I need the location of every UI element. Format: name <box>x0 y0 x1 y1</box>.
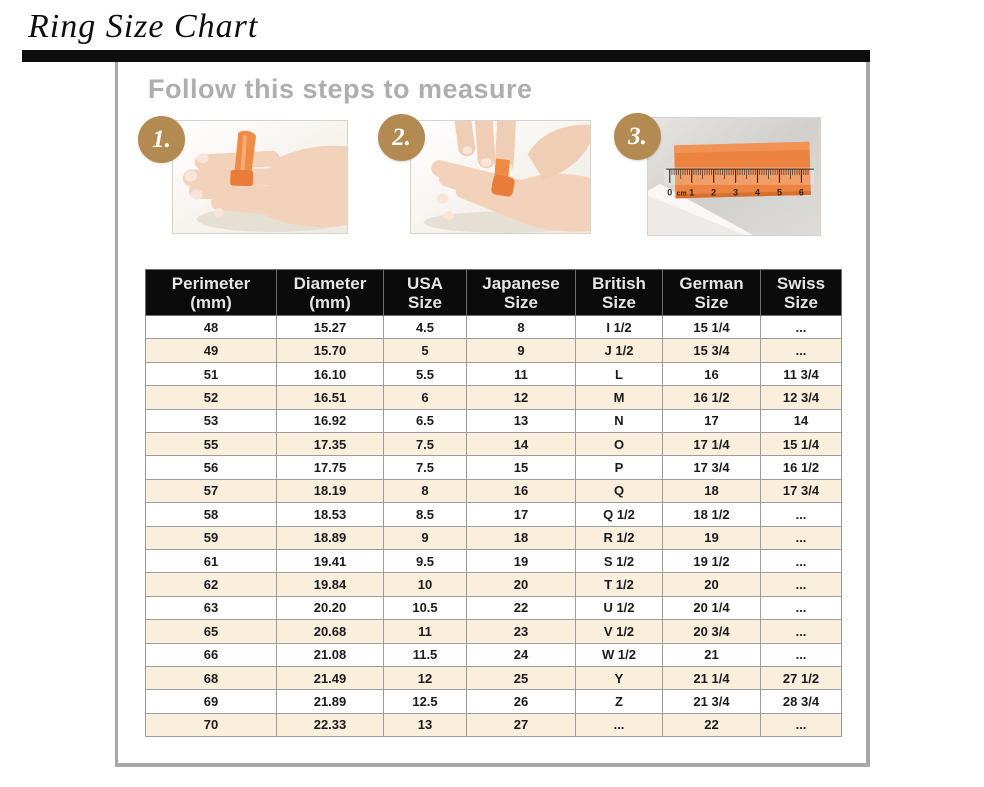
column-header-4: British Size <box>576 270 663 316</box>
table-cell: Q 1/2 <box>576 503 663 526</box>
table-cell: 5.5 <box>384 362 467 385</box>
table-cell: 21 3/4 <box>663 690 761 713</box>
table-cell: 19 <box>467 549 576 572</box>
table-cell: 8 <box>384 479 467 502</box>
table-cell: ... <box>761 643 842 666</box>
table-cell: 17 <box>467 503 576 526</box>
ruler-label-6: 6 <box>798 187 804 198</box>
table-cell: 26 <box>467 690 576 713</box>
table-cell: 65 <box>146 620 277 643</box>
table-cell: ... <box>761 573 842 596</box>
table-cell: 19.41 <box>277 549 384 572</box>
table-cell: 52 <box>146 386 277 409</box>
table-cell: Q <box>576 479 663 502</box>
table-cell: 18.53 <box>277 503 384 526</box>
ruler-measure-illustration <box>648 118 820 235</box>
table-cell: 18 <box>467 526 576 549</box>
table-cell: 15 1/4 <box>761 433 842 456</box>
table-row <box>146 456 842 479</box>
table-cell: ... <box>761 339 842 362</box>
table-cell: 25 <box>467 666 576 689</box>
table-row <box>146 549 842 572</box>
table-cell: I 1/2 <box>576 316 663 339</box>
table-cell: V 1/2 <box>576 620 663 643</box>
table-cell: 12 <box>467 386 576 409</box>
column-header-2: USA Size <box>384 270 467 316</box>
table-cell: 17 3/4 <box>761 479 842 502</box>
table-cell: 53 <box>146 409 277 432</box>
table-cell: 15 <box>467 456 576 479</box>
table-cell: P <box>576 456 663 479</box>
hand-wrap-illustration <box>173 121 347 233</box>
table-cell: 59 <box>146 526 277 549</box>
table-cell: 16 1/2 <box>761 456 842 479</box>
table-cell: 17 3/4 <box>663 456 761 479</box>
table-cell: 15 1/4 <box>663 316 761 339</box>
table-cell: Z <box>576 690 663 713</box>
table-cell: 24 <box>467 643 576 666</box>
table-cell: 17 1/4 <box>663 433 761 456</box>
table-cell: 22 <box>467 596 576 619</box>
table-cell: 12 3/4 <box>761 386 842 409</box>
step-2-photo <box>410 120 591 234</box>
table-cell: 21 <box>663 643 761 666</box>
table-cell: 49 <box>146 339 277 362</box>
steps-heading: Follow this steps to measure <box>148 74 533 104</box>
table-cell: L <box>576 362 663 385</box>
table-cell: 27 1/2 <box>761 666 842 689</box>
step-2-badge <box>378 114 425 161</box>
table-row <box>146 666 842 689</box>
table-cell: 17.35 <box>277 433 384 456</box>
table-cell: U 1/2 <box>576 596 663 619</box>
table-cell: 16 <box>467 479 576 502</box>
table-row <box>146 620 842 643</box>
panel-border-bottom <box>115 763 870 767</box>
table-cell: 20.20 <box>277 596 384 619</box>
table-cell: 66 <box>146 643 277 666</box>
panel-border-right <box>866 62 870 767</box>
table-cell: 16.10 <box>277 362 384 385</box>
table-cell: 21.49 <box>277 666 384 689</box>
table-cell: 19.84 <box>277 573 384 596</box>
table-cell: 20 <box>663 573 761 596</box>
table-cell: 18 <box>663 479 761 502</box>
table-cell: ... <box>761 713 842 736</box>
table-cell: 20 <box>467 573 576 596</box>
title-rule-bar <box>22 50 870 62</box>
table-cell: 27 <box>467 713 576 736</box>
table-cell: 6 <box>384 386 467 409</box>
table-cell: 11.5 <box>384 643 467 666</box>
table-cell: 7.5 <box>384 433 467 456</box>
table-cell: 11 <box>467 362 576 385</box>
table-cell: ... <box>761 503 842 526</box>
table-row <box>146 573 842 596</box>
table-cell: 14 <box>761 409 842 432</box>
table-cell: Y <box>576 666 663 689</box>
column-header-0: Perimeter (mm) <box>146 270 277 316</box>
ruler-label-4: 4 <box>755 187 761 198</box>
table-cell: 21.08 <box>277 643 384 666</box>
table-cell: 70 <box>146 713 277 736</box>
table-cell: 51 <box>146 362 277 385</box>
table-cell: 48 <box>146 316 277 339</box>
ruler-label-cm: cm <box>676 190 687 198</box>
table-cell: 15 3/4 <box>663 339 761 362</box>
table-cell: 16 1/2 <box>663 386 761 409</box>
step-3-badge <box>614 113 661 160</box>
column-header-6: Swiss Size <box>761 270 842 316</box>
table-cell: 20.68 <box>277 620 384 643</box>
step-2-number: 2. <box>392 123 411 151</box>
table-cell: 55 <box>146 433 277 456</box>
table-cell: 11 <box>384 620 467 643</box>
table-cell: 15.70 <box>277 339 384 362</box>
table-row <box>146 596 842 619</box>
table-cell: 9.5 <box>384 549 467 572</box>
table-row <box>146 526 842 549</box>
table-cell: 23 <box>467 620 576 643</box>
hands-marking-illustration <box>411 121 590 233</box>
panel-border-left <box>115 62 118 767</box>
table-cell: 19 <box>663 526 761 549</box>
table-row <box>146 643 842 666</box>
table-cell: N <box>576 409 663 432</box>
table-row <box>146 713 842 736</box>
table-cell: 18 1/2 <box>663 503 761 526</box>
table-row <box>146 409 842 432</box>
table-row <box>146 362 842 385</box>
table-cell: ... <box>761 596 842 619</box>
table-cell: 20 3/4 <box>663 620 761 643</box>
step-1-number: 1. <box>152 125 171 153</box>
table-cell: T 1/2 <box>576 573 663 596</box>
ruler-label-1: 1 <box>689 187 695 198</box>
table-cell: 16.51 <box>277 386 384 409</box>
table-cell: ... <box>576 713 663 736</box>
table-cell: 9 <box>384 526 467 549</box>
table-cell: ... <box>761 526 842 549</box>
table-cell: 61 <box>146 549 277 572</box>
table-cell: 22 <box>663 713 761 736</box>
table-cell: 62 <box>146 573 277 596</box>
table-cell: 13 <box>467 409 576 432</box>
header-row <box>146 270 842 316</box>
table-cell: 14 <box>467 433 576 456</box>
table-cell: 8 <box>467 316 576 339</box>
table-cell: 20 1/4 <box>663 596 761 619</box>
table-cell: 16.92 <box>277 409 384 432</box>
table-cell: 4.5 <box>384 316 467 339</box>
table-cell: ... <box>761 620 842 643</box>
table-cell: 63 <box>146 596 277 619</box>
page-title: Ring Size Chart <box>28 8 259 45</box>
ruler-label-2: 2 <box>711 187 717 198</box>
table-cell: 6.5 <box>384 409 467 432</box>
table-cell: W 1/2 <box>576 643 663 666</box>
ruler-label-0: 0 <box>667 187 673 198</box>
table-cell: 13 <box>384 713 467 736</box>
table-row <box>146 316 842 339</box>
table-cell: ... <box>761 316 842 339</box>
column-header-3: Japanese Size <box>467 270 576 316</box>
table-cell: M <box>576 386 663 409</box>
table-cell: J 1/2 <box>576 339 663 362</box>
ruler-label-5: 5 <box>776 187 782 198</box>
table-cell: 58 <box>146 503 277 526</box>
table-row <box>146 690 842 713</box>
step-1-badge <box>138 116 185 163</box>
table-cell: 18.89 <box>277 526 384 549</box>
table-cell: 5 <box>384 339 467 362</box>
table-cell: 8.5 <box>384 503 467 526</box>
table-cell: 12 <box>384 666 467 689</box>
table-cell: 15.27 <box>277 316 384 339</box>
table-cell: 19 1/2 <box>663 549 761 572</box>
table-cell: O <box>576 433 663 456</box>
table-cell: 21 1/4 <box>663 666 761 689</box>
table-cell: 10 <box>384 573 467 596</box>
table-row <box>146 479 842 502</box>
table-cell: 56 <box>146 456 277 479</box>
table-row <box>146 386 842 409</box>
table-cell: 17.75 <box>277 456 384 479</box>
step-3-number: 3. <box>628 122 647 150</box>
step-3-photo <box>647 117 821 236</box>
table-cell: 68 <box>146 666 277 689</box>
table-cell: 17 <box>663 409 761 432</box>
table-cell: 21.89 <box>277 690 384 713</box>
table-row <box>146 339 842 362</box>
ruler-label-3: 3 <box>733 187 739 198</box>
table-cell: 9 <box>467 339 576 362</box>
table-cell: 69 <box>146 690 277 713</box>
column-header-1: Diameter (mm) <box>277 270 384 316</box>
table-row <box>146 503 842 526</box>
table-cell: 22.33 <box>277 713 384 736</box>
table-cell: ... <box>761 549 842 572</box>
table-cell: 28 3/4 <box>761 690 842 713</box>
step-1-photo <box>172 120 348 234</box>
column-header-5: German Size <box>663 270 761 316</box>
table-cell: 11 3/4 <box>761 362 842 385</box>
table-cell: 10.5 <box>384 596 467 619</box>
ring-size-table <box>145 269 842 737</box>
table-cell: 7.5 <box>384 456 467 479</box>
table-cell: 57 <box>146 479 277 502</box>
table-cell: 16 <box>663 362 761 385</box>
table-cell: 18.19 <box>277 479 384 502</box>
table-cell: 12.5 <box>384 690 467 713</box>
table-cell: R 1/2 <box>576 526 663 549</box>
table-row <box>146 433 842 456</box>
table-cell: S 1/2 <box>576 549 663 572</box>
